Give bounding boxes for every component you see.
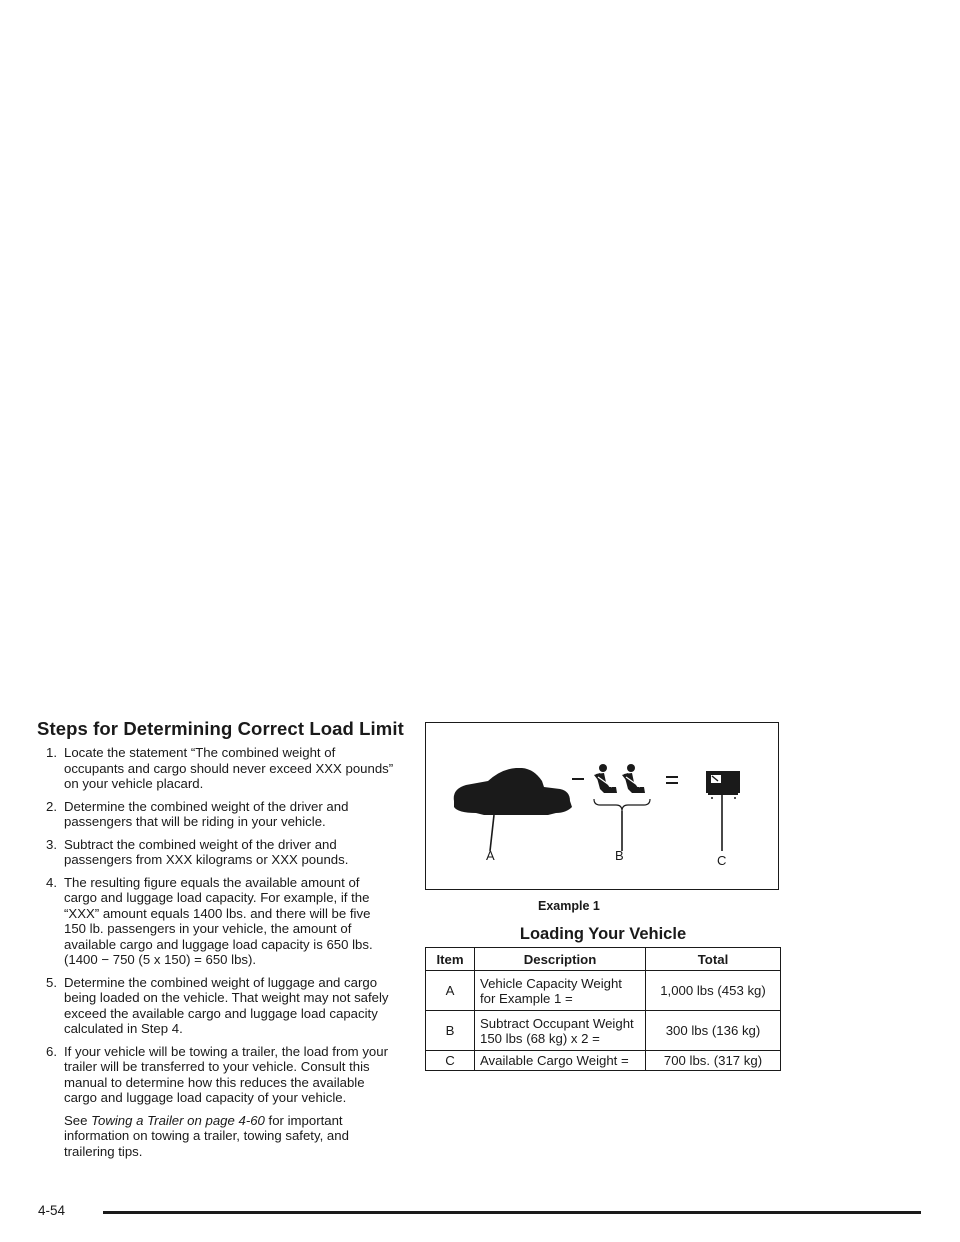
column-header: Description [475,948,646,971]
description-cell: Available Cargo Weight = [475,1051,646,1071]
step-text: Subtract the combined weight of the driver and passengers from XXX kilograms or XXX pounds. [64,836,349,867]
list-item [46,975,396,1037]
footer-rule [103,1211,921,1214]
table-title: Loading Your Vehicle [519,925,687,943]
car-icon [454,768,572,851]
total-cell: 700 lbs. (317 kg) [646,1051,781,1071]
list-item [46,875,396,968]
description-cell: Vehicle Capacity Weight for Example 1 = [475,971,646,1011]
table-row [426,971,781,1011]
item-cell: C [426,1051,475,1071]
step-text: The resulting figure equals the available amount of cargo and luggage load capacity. For example, if the “XXX” amount equals 1400 lbs. and there will be five 150 lb. passengers in your vehicle, the amount of available cargo and luggage load capacity is 650 lbs. (1400 − 750 (5 x 150) = 650 lbs). [64,874,373,967]
figure-label-a: A [486,848,495,863]
figure-caption: Example 1 [538,899,600,913]
example-figure [425,722,779,890]
seated-occupant-icon [622,764,645,793]
list-item [46,799,396,830]
item-cell: B [426,1011,475,1051]
cargo-box-icon [706,771,740,851]
figure-label-b: B [615,848,624,863]
see-prefix: See [64,1112,92,1128]
list-item [46,1044,396,1106]
description-cell: Subtract Occupant Weight 150 lbs (68 kg) x 2 = [475,1011,646,1051]
step-text: Determine the combined weight of the driver and passengers that will be riding in your vehicle. [64,798,349,829]
step-text: Locate the statement “The combined weight of occupants and cargo should never exceed XXX pounds” on your vehicle placard. [64,745,394,791]
step-number: 4. [46,874,57,890]
step-text: Determine the combined weight of luggage and cargo being loaded on the vehicle. That weight may not safely exceed the available cargo and luggage load capacity calculated in Step 4. [64,974,389,1036]
see-suffix: for important information on towing a trailer, towing safety, and trailering tips. [64,1112,349,1159]
column-header: Total [646,948,781,971]
column-header: Item [426,948,475,971]
list-item [46,745,396,792]
step-number: 6. [46,1043,57,1059]
step-number: 2. [46,798,57,814]
step-number: 1. [46,745,57,760]
table-row [426,1051,781,1071]
loading-table [425,947,781,1071]
seated-occupant-icon [594,764,617,793]
equals-icon [666,777,678,783]
section-heading: Steps for Determining Correct Load Limit [37,718,404,739]
cross-reference-link[interactable]: Towing a Trailer on page 4-60 [91,1112,265,1128]
table-row [426,1011,781,1051]
item-cell: A [426,971,475,1011]
figure-illustration [426,723,780,891]
steps-list [46,745,396,1159]
total-cell: 1,000 lbs (453 kg) [646,971,781,1011]
step-number: 5. [46,974,57,990]
page-number: 4-54 [38,1203,66,1218]
figure-label-c: C [717,853,727,868]
total-cell: 300 lbs (136 kg) [646,1011,781,1051]
list-item [46,837,396,868]
step-number: 3. [46,836,57,852]
step-text: If your vehicle will be towing a trailer, the load from your trailer will be transferred to your vehicle. Consult this manual to determine how this reduces the available cargo and luggage load capacity of your vehicle. [64,1043,388,1105]
see-note [64,1113,396,1160]
table-header-row [426,948,781,971]
